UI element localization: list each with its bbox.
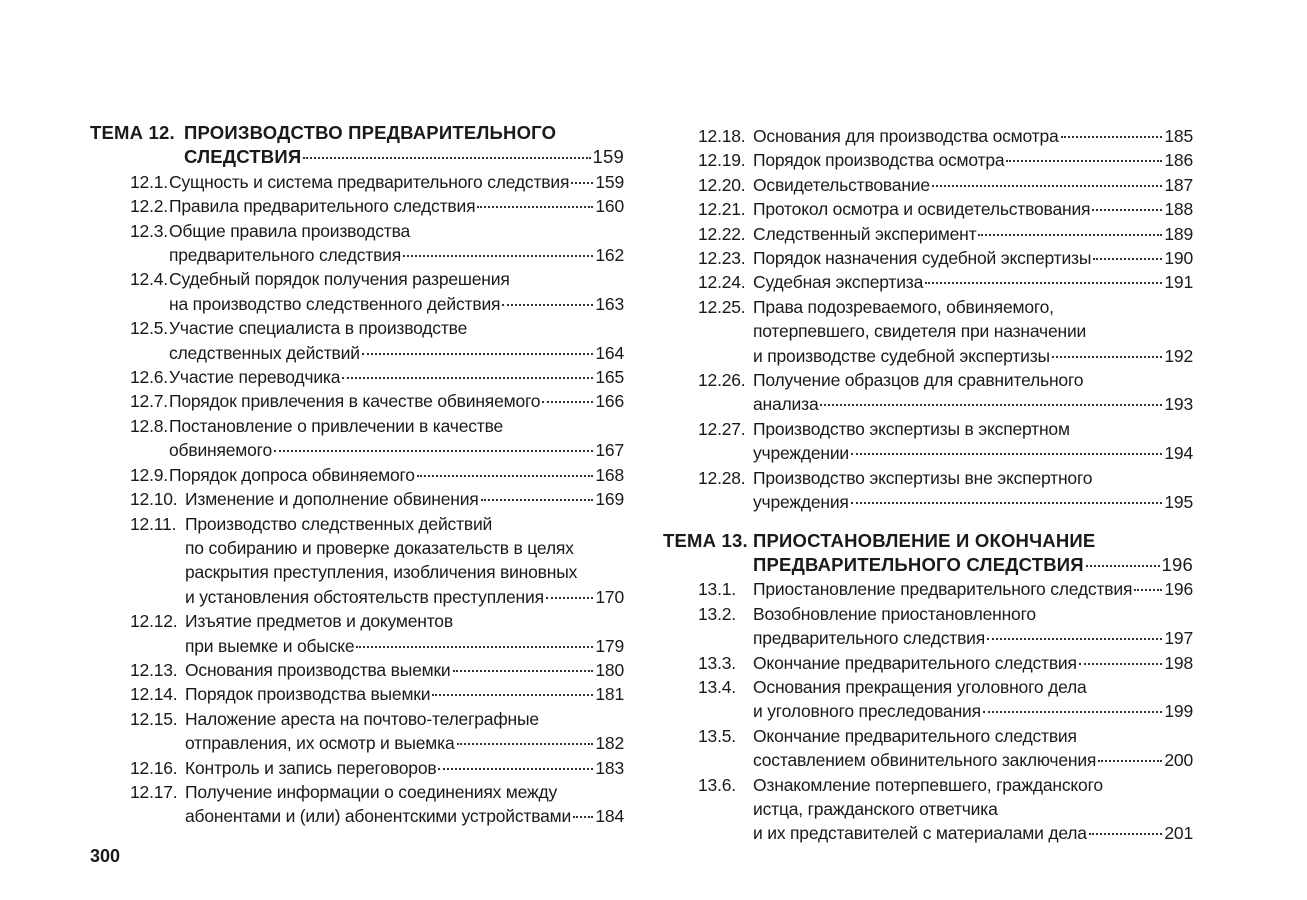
toc-entry-number: 13.1. xyxy=(698,579,736,600)
toc-entry-page: 182 xyxy=(595,733,624,754)
toc-entry-body xyxy=(169,219,624,268)
toc-entry-number: 12.25. xyxy=(698,296,746,317)
toc-entry-title-line: Ознакомление потерпевшего, гражданского xyxy=(753,774,1103,795)
toc-entry-last-line xyxy=(184,145,624,169)
toc-entry-body xyxy=(753,417,1193,466)
toc-entry-title-line: Освидетельствование xyxy=(753,174,930,195)
toc-entry-title-line: предварительного следствия xyxy=(169,245,402,266)
toc-entry-body xyxy=(169,463,624,487)
dot-leader xyxy=(438,768,593,770)
toc-entry-last-line xyxy=(169,341,624,365)
toc-entry-number: ТЕМА 13. xyxy=(663,529,748,551)
toc-entry-body xyxy=(185,487,624,511)
dot-leader xyxy=(303,157,590,159)
toc-entry-last-line xyxy=(185,756,624,780)
toc-entry-page: 180 xyxy=(595,659,624,680)
toc-entry-title-line: Судебная экспертиза xyxy=(753,272,924,293)
toc-entry-body xyxy=(753,466,1193,515)
toc-entry-page: 168 xyxy=(595,464,624,485)
toc-entry-body xyxy=(169,365,624,389)
toc-entry xyxy=(663,368,1193,417)
toc-entry-number: 12.28. xyxy=(698,467,746,488)
dot-leader xyxy=(925,282,1162,284)
toc-entry-title-line: ПРОИЗВОДСТВО ПРЕДВАРИТЕЛЬНОГО xyxy=(184,122,557,143)
toc-entry-title-line: Правила предварительного следствия xyxy=(169,196,476,217)
toc-entry-body xyxy=(753,529,1193,578)
toc-entry-body xyxy=(185,512,624,610)
toc-entry-number: 12.10. xyxy=(130,489,178,510)
toc-entry-last-line xyxy=(185,804,624,828)
toc-entry-number: 12.23. xyxy=(698,248,746,269)
toc-entry-title-line: Постановление о привлечении в качестве xyxy=(169,415,504,436)
toc-entry-body xyxy=(753,724,1193,773)
toc-entry-title-line: Производство экспертизы вне экспертного xyxy=(753,467,1093,488)
dot-leader xyxy=(820,404,1162,406)
toc-entry-title-line: Сущность и система предварительного следствия xyxy=(169,171,570,192)
toc-entry-title-line: следственных действий xyxy=(169,342,360,363)
toc-entry-title-line: ПРЕДВАРИТЕЛЬНОГО СЛЕДСТВИЯ xyxy=(753,553,1084,575)
toc-entry xyxy=(90,756,624,780)
dot-leader xyxy=(1006,160,1162,162)
toc-entry xyxy=(90,389,624,413)
toc-entry-body xyxy=(753,368,1193,417)
toc-entry-title-line: Порядок назначения судебной экспертизы xyxy=(753,248,1092,269)
toc-entry-number: 12.16. xyxy=(130,757,178,778)
toc-entry-body xyxy=(753,222,1193,246)
toc-entry-last-line xyxy=(753,392,1193,416)
toc-entry-title-line: Порядок производства осмотра xyxy=(753,150,1005,171)
toc-entry-title-line: Возобновление приостановленного xyxy=(753,603,1036,624)
toc-entry-title-line: потерпевшего, свидетеля при назначении xyxy=(753,321,1087,342)
toc-entry-title-line: Участие переводчика xyxy=(169,367,341,388)
toc-entry-number: 12.4. xyxy=(130,269,168,290)
toc-entry-last-line xyxy=(169,463,624,487)
toc-entry-page: 197 xyxy=(1164,628,1193,649)
toc-entry-number: 12.2. xyxy=(130,196,168,217)
toc-entry-title-line: истца, гражданского ответчика xyxy=(753,798,998,819)
toc-entry-page: 187 xyxy=(1164,174,1193,195)
toc-entry-last-line xyxy=(169,194,624,218)
dot-leader xyxy=(546,597,594,599)
toc-entry-number: 12.27. xyxy=(698,418,746,439)
toc-entry-title-line: Протокол осмотра и освидетельствования xyxy=(753,199,1091,220)
toc-entry-last-line xyxy=(753,148,1193,172)
toc-entry-last-line xyxy=(185,634,624,658)
dot-leader xyxy=(987,638,1162,640)
toc-entry-page: 192 xyxy=(1164,345,1193,366)
toc-entry-page: 196 xyxy=(1164,579,1193,600)
toc-entry-last-line xyxy=(753,651,1193,675)
toc-entry-body xyxy=(753,602,1193,651)
toc-entry-body xyxy=(753,651,1193,675)
toc-entry-body xyxy=(753,173,1193,197)
toc-entry xyxy=(663,270,1193,294)
toc-entry-title-line: Следственный эксперимент xyxy=(753,223,977,244)
toc-right-column xyxy=(663,124,1193,846)
toc-entry-title-line: Производство экспертизы в экспертном xyxy=(753,418,1070,439)
dot-leader xyxy=(1089,833,1163,835)
dot-leader xyxy=(1086,565,1160,567)
toc-entry-title-line: Судебный порядок получения разрешения xyxy=(169,269,510,290)
toc-entry-number: 12.5. xyxy=(130,318,168,339)
toc-entry-body xyxy=(753,773,1193,846)
toc-entry-title-line: отправления, их осмотр и выемка xyxy=(185,733,455,754)
toc-entry-last-line xyxy=(753,553,1193,577)
toc-entry-page: 200 xyxy=(1164,750,1193,771)
toc-entry-page: 163 xyxy=(595,293,624,314)
toc-entry-title-line: и производстве судебной экспертизы xyxy=(753,345,1050,366)
toc-entry-number: 12.22. xyxy=(698,223,746,244)
toc-entry-page: 159 xyxy=(595,171,624,192)
toc-entry xyxy=(663,466,1193,515)
toc-entry-page: 189 xyxy=(1164,223,1193,244)
toc-entry xyxy=(663,222,1193,246)
toc-entry-body xyxy=(185,756,624,780)
toc-entry-body xyxy=(184,121,624,170)
toc-entry-number: 12.26. xyxy=(698,370,746,391)
toc-entry-page: 184 xyxy=(595,806,624,827)
toc-entry-number: 13.4. xyxy=(698,676,736,697)
toc-entry xyxy=(663,295,1193,368)
toc-entry-title-line: и уголовного преследования xyxy=(753,701,981,722)
toc-entry-body xyxy=(185,707,624,756)
toc-entry xyxy=(90,170,624,194)
toc-entry xyxy=(663,197,1193,221)
toc-entry-last-line xyxy=(185,487,624,511)
toc-entry-number: 13.5. xyxy=(698,725,736,746)
dot-leader xyxy=(1052,356,1162,358)
toc-entry-last-line xyxy=(185,682,624,706)
toc-entry-page: 185 xyxy=(1164,126,1193,146)
toc-entry-page: 159 xyxy=(592,146,624,168)
dot-leader xyxy=(1098,760,1162,762)
toc-entry-title-line: Контроль и запись переговоров xyxy=(185,757,437,778)
toc-entry-title-line: Изменение и дополнение обвинения xyxy=(185,489,479,510)
toc-entry-number: 12.15. xyxy=(130,708,178,729)
toc-entry xyxy=(663,417,1193,466)
dot-leader xyxy=(432,694,593,696)
toc-entry xyxy=(90,707,624,756)
toc-entry-page: 194 xyxy=(1164,443,1193,464)
toc-entry-body xyxy=(169,316,624,365)
toc-entry-title-line: обвиняемого xyxy=(169,440,272,461)
toc-entry-number: 12.12. xyxy=(130,611,178,632)
toc-entry-last-line xyxy=(753,626,1193,650)
dot-leader xyxy=(342,377,593,379)
dot-leader xyxy=(571,182,593,184)
toc-entry xyxy=(663,246,1193,270)
toc-entry-body xyxy=(753,197,1193,221)
toc-entry-body xyxy=(169,267,624,316)
dot-leader xyxy=(1092,209,1162,211)
toc-entry-title-line: Общие правила производства xyxy=(169,220,411,241)
dot-leader xyxy=(978,234,1162,236)
toc-entry-body xyxy=(753,295,1193,368)
toc-entry xyxy=(663,602,1193,651)
toc-entry-number: 12.19. xyxy=(698,150,746,171)
toc-entry-page: 181 xyxy=(595,684,624,705)
page-number: 300 xyxy=(90,846,121,866)
toc-entry-page: 196 xyxy=(1161,553,1193,575)
toc-entry-page: 201 xyxy=(1164,823,1193,844)
toc-topic-entry xyxy=(90,121,624,170)
toc-entry-last-line xyxy=(185,731,624,755)
toc-entry xyxy=(90,414,624,463)
toc-entry-last-line xyxy=(753,173,1193,197)
toc-entry-title-line: Окончание предварительного следствия xyxy=(753,725,1077,746)
toc-entry-page: 191 xyxy=(1164,272,1193,293)
toc-entry-body xyxy=(753,270,1193,294)
toc-entry-page: 162 xyxy=(595,245,624,266)
toc-entry-body xyxy=(753,148,1193,172)
toc-entry-last-line xyxy=(169,170,624,194)
toc-entry xyxy=(90,463,624,487)
dot-leader xyxy=(1061,136,1163,138)
dot-leader xyxy=(542,401,593,403)
toc-entry xyxy=(90,682,624,706)
toc-entry-title-line: учреждении xyxy=(753,443,850,464)
toc-entry-page: 186 xyxy=(1164,150,1193,171)
toc-entry-title-line: раскрытия преступления, изобличения виновных xyxy=(185,562,578,583)
toc-entry-title-line: Основания для производства осмотра xyxy=(753,126,1059,146)
toc-entry-last-line xyxy=(753,577,1193,601)
toc-entry-title-line: Порядок привлечения в качестве обвиняемого xyxy=(169,391,541,412)
toc-entry-page: 166 xyxy=(595,391,624,412)
toc-entry xyxy=(90,316,624,365)
toc-entry-last-line xyxy=(169,243,624,267)
dot-leader xyxy=(851,453,1162,455)
toc-entry-page: 199 xyxy=(1164,701,1193,722)
toc-entry-title-line: учреждения xyxy=(753,492,849,513)
toc-entry xyxy=(90,780,624,829)
toc-entry-number: 12.20. xyxy=(698,174,746,195)
toc-entry-body xyxy=(753,577,1193,601)
toc-entry-body xyxy=(169,389,624,413)
toc-entry-page: 195 xyxy=(1164,492,1193,513)
dot-leader xyxy=(457,743,594,745)
toc-entry-number: 12.21. xyxy=(698,199,746,220)
toc-entry-title-line: при выемке и обыске xyxy=(185,635,355,656)
toc-entry-title-line: Порядок производства выемки xyxy=(185,684,431,705)
toc-entry-number: 12.1. xyxy=(130,171,168,192)
toc-entry-body xyxy=(753,124,1193,148)
toc-entry-last-line xyxy=(169,365,624,389)
toc-entry-number: 13.3. xyxy=(698,652,736,673)
toc-entry xyxy=(90,609,624,658)
toc-entry xyxy=(90,658,624,682)
toc-entry-title-line: Участие специалиста в производстве xyxy=(169,318,468,339)
toc-entry xyxy=(663,577,1193,601)
toc-entry-title-line: Права подозреваемого, обвиняемого, xyxy=(753,296,1054,317)
toc-entry-body xyxy=(185,658,624,682)
toc-entry-page: 160 xyxy=(595,196,624,217)
toc-entry-title-line: Получение образцов для сравнительного xyxy=(753,370,1084,391)
toc-entry-number: 12.9. xyxy=(130,464,168,485)
toc-entry-page: 183 xyxy=(595,757,624,778)
toc-entry-title-line: Производство следственных действий xyxy=(185,513,493,534)
toc-entry-body xyxy=(753,675,1193,724)
dot-leader xyxy=(362,353,594,355)
dot-leader xyxy=(1079,663,1163,665)
dot-leader xyxy=(417,475,594,477)
toc-entry-title-line: Основания прекращения уголовного дела xyxy=(753,676,1087,697)
toc-entry-number: 12.11. xyxy=(130,513,177,534)
topic-spacer xyxy=(663,515,1193,529)
dot-leader xyxy=(502,304,593,306)
toc-left-column xyxy=(90,121,624,829)
toc-entry-last-line xyxy=(753,124,1193,148)
toc-entry-title-line: Получение информации о соединениях между xyxy=(185,781,558,802)
toc-entry xyxy=(663,173,1193,197)
dot-leader xyxy=(573,816,593,818)
toc-entry-last-line xyxy=(753,197,1193,221)
toc-entry-number: 12.6. xyxy=(130,367,168,388)
toc-entry-title-line: и установления обстоятельств преступления xyxy=(185,586,544,607)
dot-leader xyxy=(851,502,1163,504)
toc-entry-number: 12.3. xyxy=(130,220,168,241)
toc-entry-number: 12.13. xyxy=(130,659,178,680)
toc-entry xyxy=(90,219,624,268)
toc-entry xyxy=(90,194,624,218)
toc-entry-title-line: Приостановление предварительного следствия xyxy=(753,579,1133,600)
toc-entry-number: 12.24. xyxy=(698,272,746,293)
dot-leader xyxy=(932,185,1162,187)
toc-entry-last-line xyxy=(753,821,1193,845)
toc-entry-number: 12.18. xyxy=(698,126,746,146)
toc-entry-title-line: по собиранию и проверке доказательств в целях xyxy=(185,537,574,558)
toc-entry-last-line xyxy=(753,344,1193,368)
toc-entry-last-line xyxy=(169,292,624,316)
toc-entry xyxy=(663,675,1193,724)
toc-entry-number: 13.6. xyxy=(698,774,736,795)
toc-entry-number: 12.7. xyxy=(130,391,168,412)
toc-entry-body xyxy=(185,609,624,658)
dot-leader xyxy=(453,670,594,672)
toc-entry-last-line xyxy=(753,699,1193,723)
toc-entry xyxy=(663,773,1193,846)
toc-entry-title-line: ПРИОСТАНОВЛЕНИЕ И ОКОНЧАНИЕ xyxy=(753,529,1096,551)
toc-entry-last-line xyxy=(169,438,624,462)
toc-entry xyxy=(90,487,624,511)
toc-entry-title-line: Наложение ареста на почтово-телеграфные xyxy=(185,708,539,729)
toc-entry-title-line: предварительного следствия xyxy=(753,628,986,649)
toc-entry xyxy=(90,512,624,610)
toc-entry-title-line: анализа xyxy=(753,394,819,415)
toc-entry-number: 12.14. xyxy=(130,684,178,705)
toc-entry-last-line xyxy=(185,658,624,682)
toc-entry-body xyxy=(169,170,624,194)
toc-entry-page: 179 xyxy=(595,635,624,656)
toc-entry xyxy=(663,724,1193,773)
toc-entry-title-line: составлением обвинительного заключения xyxy=(753,750,1097,771)
toc-entry-last-line xyxy=(753,748,1193,772)
dot-leader xyxy=(1093,258,1162,260)
dot-leader xyxy=(356,646,593,648)
toc-entry-page: 193 xyxy=(1164,394,1193,415)
toc-entry-body xyxy=(169,194,624,218)
toc-entry-title-line: на производство следственного действия xyxy=(169,293,501,314)
dot-leader xyxy=(1134,589,1162,591)
toc-entry-title-line: абонентами и (или) абонентскими устройствами xyxy=(185,806,572,827)
toc-entry-body xyxy=(185,780,624,829)
toc-entry-last-line xyxy=(185,585,624,609)
toc-entry-number: 12.17. xyxy=(130,781,178,802)
toc-entry-last-line xyxy=(753,222,1193,246)
dot-leader xyxy=(274,450,593,452)
toc-entry-page: 167 xyxy=(595,440,624,461)
toc-entry-last-line xyxy=(753,441,1193,465)
toc-entry-title-line: Основания производства выемки xyxy=(185,659,451,680)
toc-entry-body xyxy=(169,414,624,463)
toc-entry-title-line: Окончание предварительного следствия xyxy=(753,652,1077,673)
toc-entry-page: 188 xyxy=(1164,199,1193,220)
toc-entry-page: 170 xyxy=(595,586,624,607)
toc-entry-title-line: Изъятие предметов и документов xyxy=(185,611,453,632)
dot-leader xyxy=(403,255,593,257)
toc-entry-number: 12.8. xyxy=(130,415,168,436)
toc-entry-body xyxy=(185,682,624,706)
toc-entry xyxy=(663,124,1193,148)
toc-entry-last-line xyxy=(753,270,1193,294)
toc-topic-entry xyxy=(663,529,1193,578)
toc-entry-title-line: СЛЕДСТВИЯ xyxy=(184,146,302,168)
toc-entry xyxy=(663,148,1193,172)
dot-leader xyxy=(477,206,593,208)
toc-entry-last-line xyxy=(169,389,624,413)
toc-entry xyxy=(663,651,1193,675)
toc-entry xyxy=(90,267,624,316)
toc-entry-page: 165 xyxy=(595,367,624,388)
toc-entry xyxy=(90,365,624,389)
toc-entry-number: ТЕМА 12. xyxy=(90,122,175,143)
toc-entry-last-line xyxy=(753,246,1193,270)
dot-leader xyxy=(983,711,1162,713)
dot-leader xyxy=(481,499,594,501)
toc-entry-page: 164 xyxy=(595,342,624,363)
toc-entry-last-line xyxy=(753,490,1193,514)
toc-entry-page: 190 xyxy=(1164,248,1193,269)
toc-entry-body xyxy=(753,246,1193,270)
toc-entry-title-line: Порядок допроса обвиняемого xyxy=(169,464,415,485)
toc-entry-number: 13.2. xyxy=(698,603,736,624)
toc-entry-title-line: и их представителей с материалами дела xyxy=(753,823,1087,844)
toc-entry-page: 169 xyxy=(595,489,624,510)
toc-entry-page: 198 xyxy=(1164,652,1193,673)
